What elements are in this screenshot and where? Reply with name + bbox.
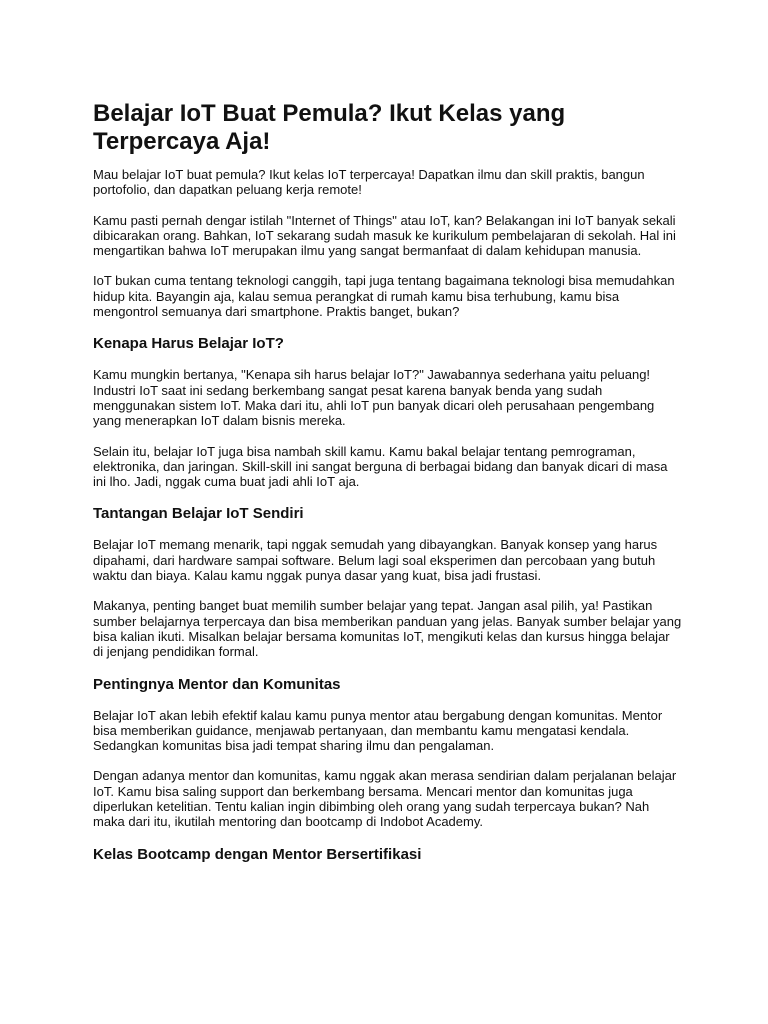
- intro-paragraph-1: Mau belajar IoT buat pemula? Ikut kelas IoT terpercaya! Dapatkan ilmu dan skill praktis, bangun portofolio, dan dapatkan peluang kerja remote!: [93, 167, 645, 198]
- section-heading-kenapa: Kenapa Harus Belajar IoT?: [93, 335, 284, 353]
- section-2-paragraph-1: Belajar IoT memang menarik, tapi nggak semudah yang dibayangkan. Banyak konsep yang harus dipahami, dari hardware sampai software. Belum lagi soal eksperimen dan percobaan yang butuh waktu dan biaya. Kalau kamu nggak punya dasar yang kuat, bisa jadi frustasi.: [93, 537, 658, 584]
- section-1-paragraph-2: Selain itu, belajar IoT juga bisa nambah skill kamu. Kamu bakal belajar tentang pemrograman, elektronika, dan jaringan. Skill-skill ini sangat berguna di berbagai bidang dan banyak dicari di masa ini lho. Jadi, nggak cuma buat jadi ahli IoT aja.: [93, 443, 668, 490]
- intro-paragraph-2: Kamu pasti pernah dengar istilah "Internet of Things" atau IoT, kan? Belakangan ini IoT banyak sekali dibicarakan orang. Bahkan, IoT sekarang sudah masuk ke kurikulum pembelajaran di sekolah. Hal ini mengartikan bahwa IoT merupakan ilmu yang sangat bermanfaat di dalam kehidupan manusia.: [93, 212, 676, 259]
- intro-paragraph-3: IoT bukan cuma tentang teknologi canggih, tapi juga tentang bagaimana teknologi bisa memudahkan hidup kita. Bayangin aja, kalau semua perangkat di rumah kamu bisa terhubung, kamu bisa mengontrol semuanya dari smartphone. Praktis banget, bukan?: [93, 273, 675, 320]
- section-3-paragraph-2: Dengan adanya mentor dan komunitas, kamu nggak akan merasa sendirian dalam perjalanan belajar IoT. Kamu bisa saling support dan berkembang bersama. Mencari mentor dan komunitas juga diperlukan ketelitian. Tentu kalian ingin dibimbing oleh orang yang sudah terpercaya bukan? Nah maka dari itu, ikutilah mentoring dan bootcamp di Indobot Academy.: [93, 768, 677, 830]
- document-page: [93, 100, 683, 878]
- section-heading-bootcamp: Kelas Bootcamp dengan Mentor Bersertifikasi: [93, 845, 422, 863]
- section-3-paragraph-1: Belajar IoT akan lebih efektif kalau kamu punya mentor atau bergabung dengan komunitas. Mentor bisa memberikan guidance, menjawab pertanyaan, dan membantu kamu mengatasi kendala. Sedangkan komunitas bisa jadi tempat sharing ilmu dan pengalaman.: [93, 707, 663, 754]
- section-1-paragraph-1: Kamu mungkin bertanya, "Kenapa sih harus belajar IoT?" Jawabannya sederhana yaitu peluang! Industri IoT saat ini sedang berkembang sangat pesat karena banyak benda yang sudah menggunakan sistem IoT. Maka dari itu, ahli IoT pun banyak dicari oleh perusahaan pengembang yang menerapkan IoT dalam bisnis mereka.: [93, 367, 655, 429]
- section-heading-mentor: Pentingnya Mentor dan Komunitas: [93, 675, 341, 693]
- article-title: Belajar IoT Buat Pemula? Ikut Kelas yang Terpercaya Aja!: [93, 100, 566, 155]
- section-2-paragraph-2: Makanya, penting banget buat memilih sumber belajar yang tepat. Jangan asal pilih, ya! Pastikan sumber belajarnya terpercaya dan bisa memberikan panduan yang jelas. Banyak sumber belajar yang bisa kalian ikuti. Misalkan belajar bersama komunitas IoT, mengikuti kelas dan kursus hingga belajar di jenjang pendidikan formal.: [93, 598, 682, 660]
- section-heading-tantangan: Tantangan Belajar IoT Sendiri: [93, 505, 304, 523]
